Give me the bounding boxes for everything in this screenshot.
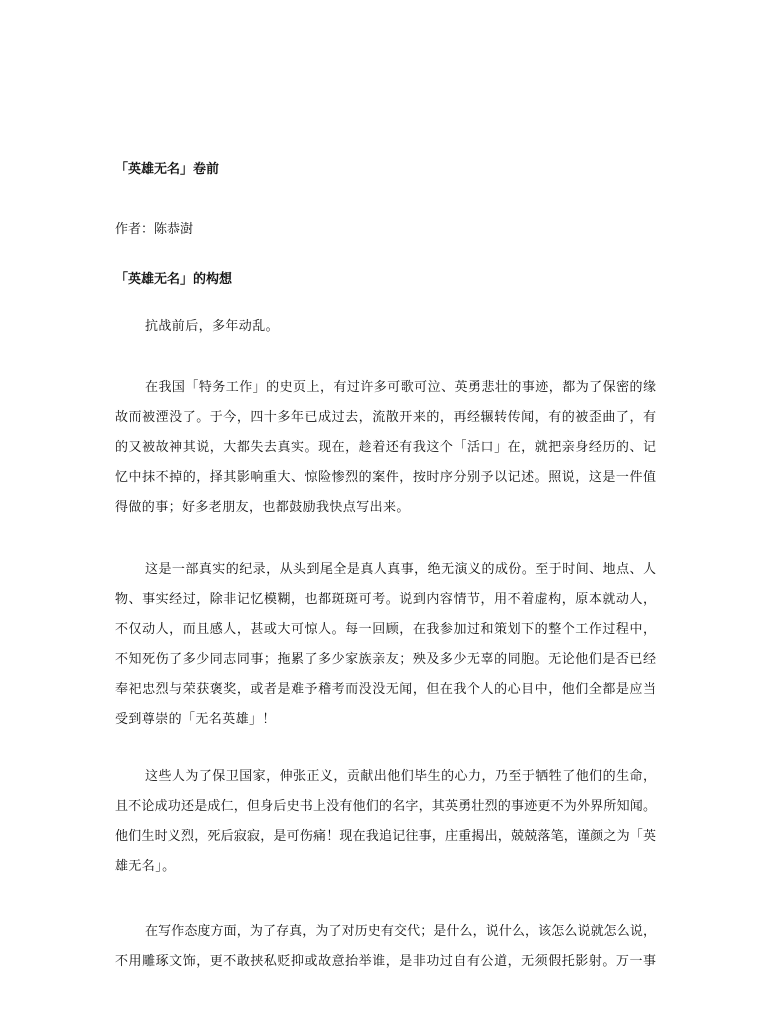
text-line: 在写作态度方面，为了存真，为了对历史有交代；是什么，说什么，该怎么说就怎么说， bbox=[145, 924, 656, 939]
text-line: 物、事实经过，除非记忆模糊，也都斑斑可考。说到内容情节，用不着虚构，原本就动人， bbox=[115, 592, 656, 607]
text-line: 受到尊崇的「无名英雄」！ bbox=[115, 712, 276, 727]
text-line: 故而被湮没了。于今，四十多年已成过去，流散开来的，再经辗转传闻，有的被歪曲了，有 bbox=[115, 410, 656, 425]
text-line: 雄无名」。 bbox=[115, 859, 176, 874]
text-line: 忆中抹不掉的，择其影响重大、惊险惨烈的案件，按时序分别予以记述。照说，这是一件值 bbox=[115, 470, 656, 485]
text-line: 不用雕琢文饰，更不敢挟私贬抑或故意抬举谁，是非功过自有公道，无须假托影射。万一事 bbox=[115, 954, 656, 969]
paragraph-1 bbox=[115, 312, 656, 342]
author-line bbox=[115, 215, 656, 245]
section-heading bbox=[115, 265, 656, 295]
text-line: 不仅动人，而且感人，甚或大可惊人。每一回顾，在我参加过和策划下的整个工作过程中， bbox=[115, 622, 656, 637]
title-text: 「英雄无名」卷前 bbox=[115, 162, 220, 177]
section-heading-text: 「英雄无名」的构想 bbox=[115, 272, 233, 287]
text-line: 他们生时义烈，死后寂寂，是可伤痛！现在我追记往事，庄重揭出，兢兢落笔，谨颜之为「英 bbox=[115, 829, 656, 844]
text-line: 得做的事；好多老朋友，也都鼓励我快点写出来。 bbox=[115, 500, 410, 515]
text-line: 这是一部真实的纪录，从头到尾全是真人真事，绝无演义的成份。至于时间、地点、人 bbox=[145, 562, 656, 577]
text-line: 在我国「特务工作」的史页上，有过许多可歌可泣、英勇悲壮的事迹，都为了保密的缘 bbox=[145, 380, 656, 395]
text-line: 且不论成功还是成仁，但身后史书上没有他们的名字，其英勇壮烈的事迹更不为外界所知闻。 bbox=[115, 799, 656, 814]
paragraph-4 bbox=[115, 762, 656, 882]
text-line: 这些人为了保卫国家，伸张正义，贡献出他们毕生的心力，乃至于牺牲了他们的生命， bbox=[145, 769, 656, 784]
text-line: 不知死伤了多少同志同事；拖累了多少家族亲友；殃及多少无辜的同胞。无论他们是否已经 bbox=[115, 652, 656, 667]
paragraph-3 bbox=[115, 555, 656, 735]
document-title bbox=[115, 155, 656, 185]
text-line: 抗战前后，多年动乱。 bbox=[145, 319, 280, 334]
paragraph-2 bbox=[115, 373, 656, 523]
text-line: 奉祀忠烈与荣获褒奖，或者是难予稽考而没没无闻，但在我个人的心目中，他们全都是应当 bbox=[115, 682, 656, 697]
text-line: 的又被故神其说，大都失去真实。现在，趁着还有我这个「活口」在，就把亲身经历的、记 bbox=[115, 440, 656, 455]
paragraph-5 bbox=[115, 917, 656, 977]
author-text: 作者：陈恭澍 bbox=[115, 222, 194, 237]
